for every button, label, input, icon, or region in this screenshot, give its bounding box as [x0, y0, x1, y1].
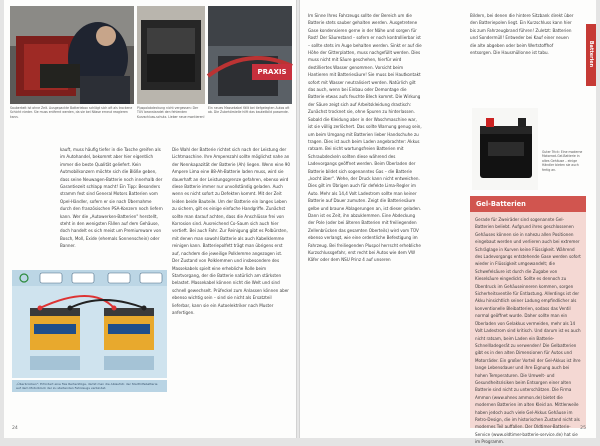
jumpstart-diagram	[12, 270, 167, 378]
photo-battery-tray-image	[137, 6, 205, 104]
caption-photo3: Ein neues Massekabel fällt bei tiefgelegten Autos oft ab. Die Zubehörstelle hilft das bauteilbild passende.	[208, 106, 290, 115]
right-column-2-top: Bildern, bei denen die hintere Sitzbank direkt über den Batteriepolen liegt. Ein Kurzschluss kann hier bis zum Fahrzeugbrand führen! Zuletzt: Batterien und Sondermüll! Entweder bei Kauf einer neuen die alte abgeben oder beim Wertstoffhof entsorgen. Die Hausmüllonne ist tabu.	[470, 13, 574, 56]
photo-gel-battery-image	[472, 108, 538, 190]
caption-gel-battery: Guter Trick: Eine moderne Motorrad-Gel-Batterie in altes Gehäuse – einige Händler bieten sie auch fertig an.	[542, 150, 583, 172]
caption-photo2: Pluspolabdeckung nicht vergessen: Der TÜV beanstandet den fehlenden Kurzschluss-schutz. Lieber neue montieren!	[137, 106, 205, 119]
page-number-left: 24	[12, 426, 18, 431]
left-page	[4, 0, 296, 438]
photo-battery-tray	[137, 6, 205, 104]
left-column-2: Die Wahl der Batterie richtet sich nach der Leistung der Lichtmaschine. Ihre Amperezahl sollte möglichst nahe an der Nennkapazität der Batterie (Ah) liegen. Wenn eine 90 Ampere Lima eine 88-Ah-Batterie laden muss, wird sie dauerhaft an der Leistungsgrenze gefahren, ebenso wird diese Batterie immer nur unvollständig geladen. Auch wenn es nicht sofort zu Defekten kommt. Mit der Zeit leiden beide Bauteile. Um der Batterie ein langes Leben zu sichern, gilt es einige einfache Handgriffe. Zunächst sollte man darauf achten, dass die Anschlüsse frei von Korrosion sind. Ausreichend Co-Saum sich auch hier vertieft. Bei auch Fahr. Zur Reinigung gibt es Polbürsten, mit denen man sowohl Batterie als auch Kabelklemme reinigen kann. Batteriepolfett trägt man übrigens erst auf, nachdem die jeweilige Polklemme angezogen ist. Der Zustand von Polklemmen und insbesondere des Massekabels spielt eine erhebliche Rolle beim Startvorgang, der die Batterie natürlich am stärksten belastet. Massekabel können nicht die Welt und sind schnell gewechselt. Prüfeckel zum Anlassen können aber ebenso wichtig sein – sind sie nicht als Ersatzteil lieferbar, kann sie ein Autoelektriker nach Muster anfertigen.	[172, 147, 290, 315]
section-tab-label: Batterien	[588, 40, 594, 68]
photo-ground-cable-image	[208, 6, 292, 104]
photo-battery-removal-image	[10, 6, 134, 104]
right-column-1: Im Sinne Ihres Fahrzeugs sollte der Bereich um die Batterie stets sauber gehalten werden. Ausgetretene Gase kondensieren gerne in der Nähe und sorgen für Rost! Der Säurestand – sofern er noch kontrollierbar ist – sollte stets im Auge behalten werden. Sinkt er auf die Höhe der Gitterplatten, muss nachgefüllt werden. Dies muss nicht mit Säure geschehen, hierfür wird destilliertes Wasser genommen. Vorsicht beim Hantieren mit Batteriesäure! Sie muss bei Hautkontakt sofort mit Wasser neutralisiert werden. Natürlich gilt das auch, wenn bei Einbau oder Demontage die Batterie etwas aufs feuchte Blech kommt. Die Wirkung der Säure zeigt sich auf Arbeitskleidung drastisch: Zunächst trocknet sie, ohne Spuren zu hinterlassen. Sobald die Kleidung aber in der Waschmaschine war, ist sie völlig zerlöchert. Das sollte Warnung genug sein, um beim Umgang mit Batterien lieber Handschuhe zu tragen. Dies ist auch beim Laden angebrachter: Akkus ratsam. Bei nicht wartungsfreien Batterien mit Schraubdeckeln sollten diese während des Ladevorgangs geöffnet werden. Beim Überladen der Batterie bildet sich sogenanntes Gas – die Batterie „kocht über". Wehe, der Druck kann nicht entweichen. Dies gilt im Übrigen auch für defekte Lima-Regler im Auto. Mehr als 14,4 Volt Ladestrom sollte man keiner Batterie auf Dauer zumuten. Zeigt die Batteriesäure gelbe und braune Ablagerungen an, ist dieser geladen. Dann ist es Zeit, ihn abzuklemmen. Eine Abdeckung der Pole (oder bei älteren Batterien mit freiliegenden Zellenbrücken das gesamten Oberteils) wird vom TÜV ebenso verlangt, wie eine ordentliche Befestigung im Fahrzeug. Bei freiliegenden Pluspol herrscht erhebliche Kurzschlussgefahr, erst recht bei Autos wie dem VW Käfer oder dem NSU Prinz 4 auf unseren	[308, 13, 422, 263]
jumpstart-diagram-graphic	[12, 270, 167, 378]
right-page	[300, 0, 596, 445]
section-tab	[586, 24, 596, 86]
gel-box-title: Gel-Batterien	[470, 196, 586, 212]
photo-battery-removal	[10, 6, 134, 104]
left-column-1: kauft, muss häufig tiefer in die Tasche greifen als im Autohandel, bekommt aber hier eigentlich immer die beste Qualität geliefert. Kein Autmobilkonzern möchte sich die Blöße geben, dass seine Neuwagen-Batterie noch innerhalb der Garantiezeit schlapp macht! Ein Tipp: Besonders stramm fest sind General Motors Batterien vom Opel-Händler, sofern er sie nach Übernahme durch den französischen PSA-Konzern noch liefern kann. Wer die „Autowerken-Batterien" herstellt, steht in den wenigsten Fällen auf dem Gehäuse, doch handelt es sich meist um Premiumware von Bosch, Moll, Exide (ehemals Sonnenschein) oder Banner.	[60, 147, 163, 249]
caption-photo1: Sauberkeit ist ohne Zeit. Ausgepackte Batteriebox schlägt sich oft als trockene Schicht nieder. Sie muss entfernt werden, da sie bei Nässe erneut reagieren kann.	[10, 106, 133, 119]
diagram-caption: „Überbrücken": Erfordert eine fixe Reihenfolge, damit man die Ablaufstr. der Starthilfebatterie auf dem Motorblock der zu startenden Fahrzeugs verbindet.	[12, 380, 167, 392]
praxis-label: PRAXIS	[257, 68, 287, 76]
gel-box-text: Gerade für Zweiräder sind sogenannte Gel-Batterien beliebt. Aufgrund ihres geschlossenen Gehäuses können sie in nahezu allen Positionen eingebaut werden und verlieren auch bei extremer Schräglage in Kurven keine Flüssigkeit. Während des Ladevorgangs entstehende Gase werden sofort wieder in Flüssigkeit umgewandelt; die Schwefelsäure ist durch die Zugabe von Kieselsäure eingedickt. Sollte es dennoch zu Überdruck im Gehäuseinneren kommen, sorgen Sicherheitsventile für Entlastung. Allerdings ist der Akku hinsichtlich seiner Ladung empfindlicher als konventionelle Bleibatterien, sodass das Ventil normal geöffnet wurde. Daher sollte man ein Überladen von Gelakkus vermeiden, mehr als 14 Volt Ladestrom sind kritisch. Und darum ist es auch nicht ratsam, beim Laden ein Batterie-Schnellladegerät zu verwenden! Die Gelbatterien gibt es in den alten Dimensionen für Autos und Motorräder. Ein großer Vorteil der Gel-Akkus ist ihre lange Lebensdauer und ihre Eignung auch bei hohen Temperaturen. Die Umwelt- und Gesundheitsrisiken beim Entsorgen einer alten Batterie sind nicht zu unterschätzen. Die Firma Ammon (www.ohnes ammon.de) bietet die modernen Batterien im alten Kleid an. Mittlerweile haben jedoch auch viele Gel-Akkus Gehäuse im Retro-Design, die im historischen Zustand nicht als modernes Teil auffallen. Der Oldtimer-Batterie-Service (www.oldtimer-batterie-service.de) hat sie im Programm.	[475, 217, 581, 445]
photo-ground-cable	[208, 6, 292, 104]
page-number-right: 25	[580, 426, 586, 431]
photo-gel-battery	[472, 108, 538, 190]
